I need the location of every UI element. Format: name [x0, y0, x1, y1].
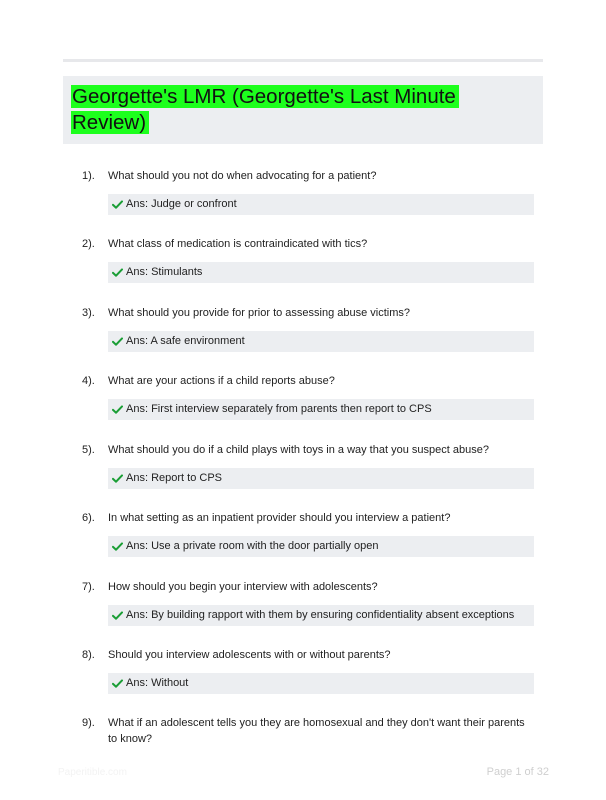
- answer-text: Ans: A safe environment: [126, 335, 245, 347]
- question-number: 4).: [82, 375, 95, 387]
- answer-text: Ans: Stimulants: [126, 266, 203, 278]
- answer-box: [108, 605, 534, 626]
- question-text: Should you interview adolescents with or without parents?: [108, 649, 391, 661]
- question-number: 1).: [82, 170, 95, 182]
- answer-box: [108, 331, 534, 352]
- question-text: What should you do if a child plays with toys in a way that you suspect abuse?: [108, 444, 489, 456]
- question-text: What should you provide for prior to assessing abuse victims?: [108, 307, 411, 319]
- page-title-text: Georgette's LMR (Georgette's Last Minute Review): [71, 85, 459, 134]
- check-icon: [112, 474, 123, 483]
- question-number: 7).: [82, 581, 95, 593]
- answer-text: Ans: Judge or confront: [126, 198, 237, 210]
- answer-box: [108, 194, 534, 215]
- question-number: 6).: [82, 512, 95, 524]
- question-text: What should you not do when advocating for a patient?: [108, 170, 377, 182]
- answer-box: [108, 536, 534, 557]
- question-number: 5).: [82, 444, 95, 456]
- question-text: What are your actions if a child reports abuse?: [108, 375, 335, 387]
- answer-text: Ans: Use a private room with the door partially open: [126, 540, 379, 552]
- question-text: What class of medication is contraindicated with tics?: [108, 238, 368, 250]
- question-number: 2).: [82, 238, 95, 250]
- check-icon: [112, 679, 123, 688]
- check-icon: [112, 542, 123, 551]
- answer-box: [108, 673, 534, 694]
- question-number: 8).: [82, 649, 95, 661]
- answer-text: Ans: Without: [126, 677, 189, 689]
- check-icon: [112, 268, 123, 277]
- check-icon: [112, 200, 123, 209]
- page-number: Page 1 of 32: [486, 766, 549, 778]
- footer-watermark: Paperitible.com: [58, 767, 127, 778]
- check-icon: [112, 337, 123, 346]
- answer-text: Ans: First interview separately from parents then report to CPS: [126, 403, 432, 415]
- question-text: What if an adolescent tells you they are homosexual and they don't want their parents to know?: [108, 717, 525, 745]
- answer-box: [108, 399, 534, 420]
- answer-text: Ans: By building rapport with them by ensuring confidentiality absent exceptions: [126, 609, 515, 621]
- question-number: 3).: [82, 307, 95, 319]
- answer-box: [108, 262, 534, 283]
- answer-text: Ans: Report to CPS: [126, 472, 222, 484]
- question-text: In what setting as an inpatient provider should you interview a patient?: [108, 512, 451, 524]
- check-icon: [112, 611, 123, 620]
- answer-box: [108, 468, 534, 489]
- check-icon: [112, 405, 123, 414]
- question-text: How should you begin your interview with adolescents?: [108, 581, 378, 593]
- question-number: 9).: [82, 717, 95, 729]
